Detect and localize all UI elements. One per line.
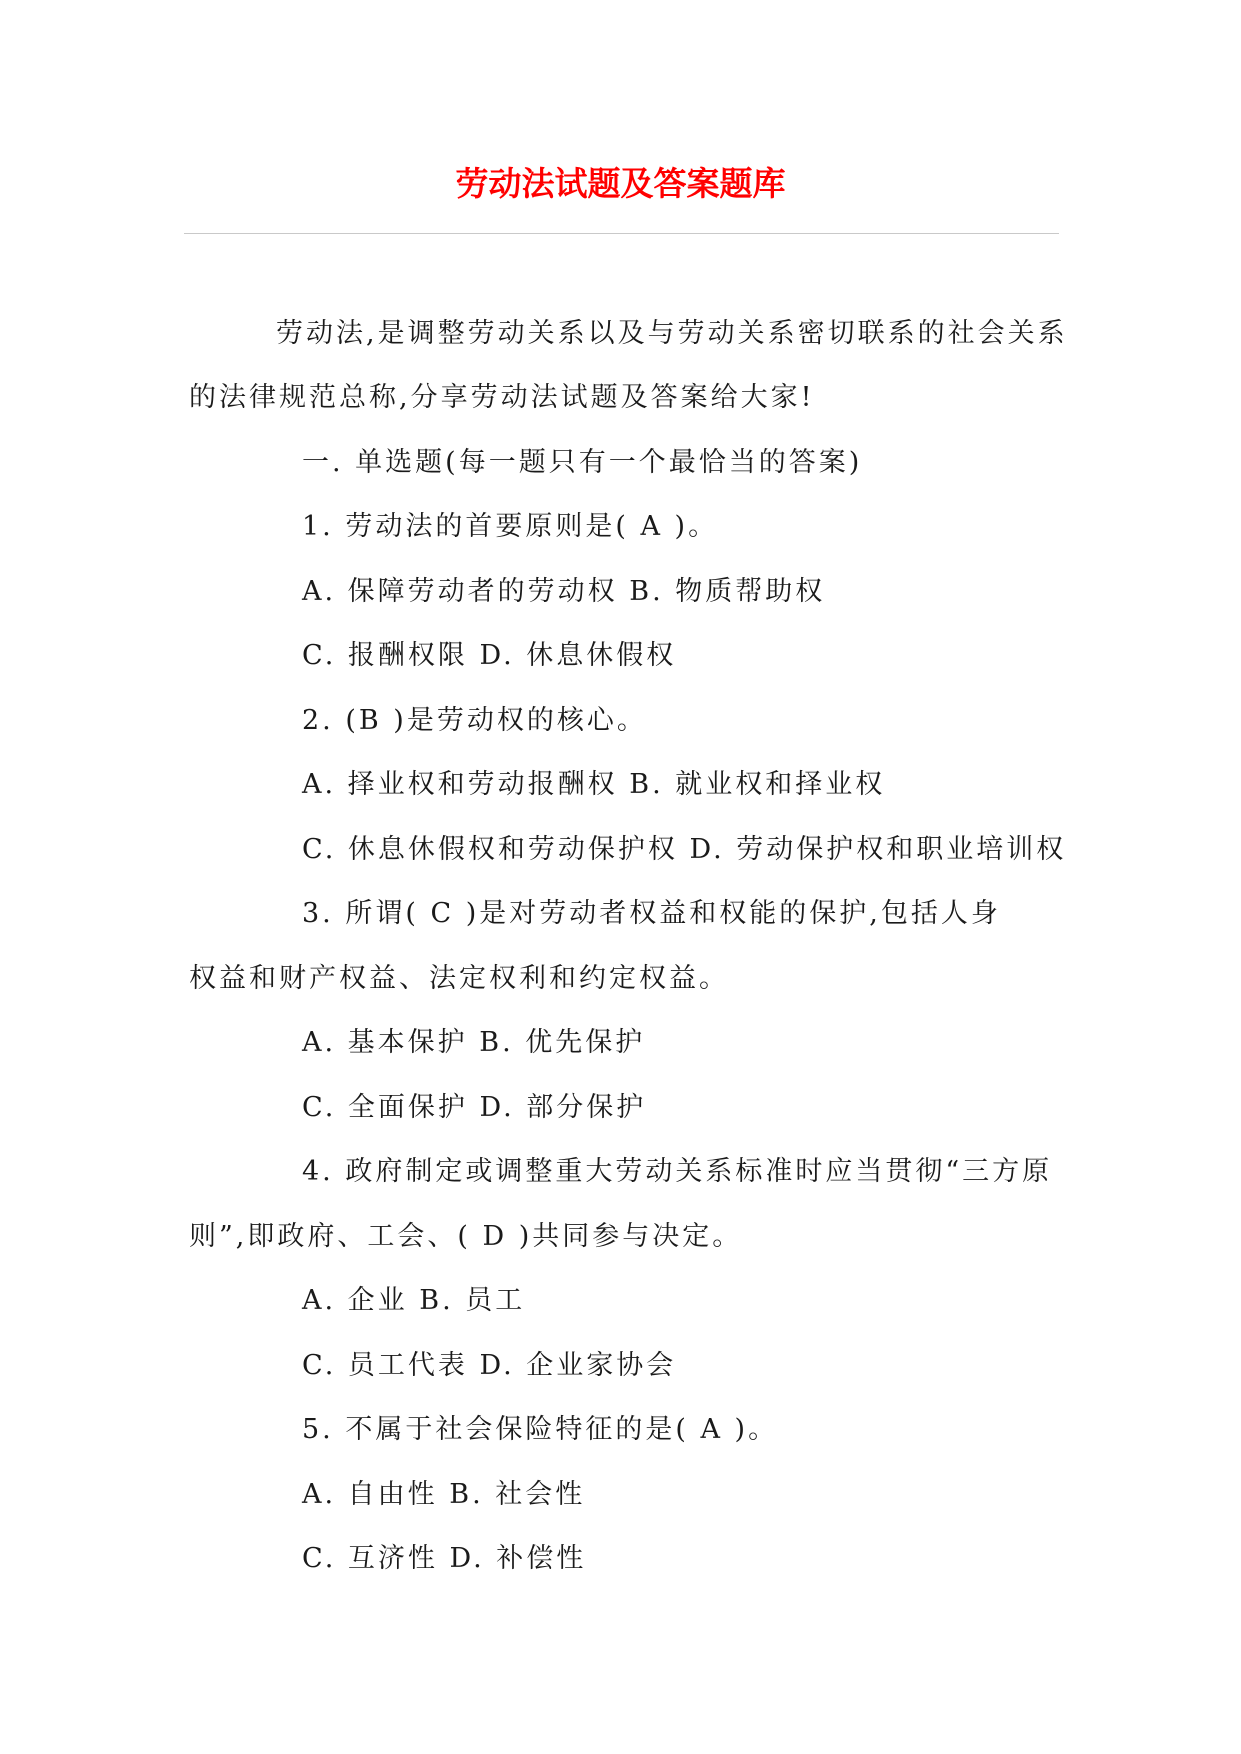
question-5-stem: 5. 不属于社会保险特征的是( A )。 [302, 1414, 779, 1445]
question-3-options-ab: A. 基本保护 B. 优先保护 [302, 1027, 646, 1058]
question-2-options-ab: A. 择业权和劳动报酬权 B. 就业权和择业权 [302, 769, 886, 800]
document-title: 劳动法试题及答案题库 [455, 164, 786, 203]
question-3-stem-line-2: 权益和财产权益、法定权利和约定权益。 [189, 963, 729, 994]
intro-paragraph-line-2: 的法律规范总称,分享劳动法试题及答案给大家! [189, 382, 815, 413]
question-1-options-cd: C. 报酬权限 D. 休息休假权 [302, 640, 677, 671]
question-3-options-cd: C. 全面保护 D. 部分保护 [302, 1092, 647, 1123]
title-divider [184, 233, 1059, 234]
question-4-stem-line-1: 4. 政府制定或调整重大劳动关系标准时应当贯彻“三方原 [302, 1156, 1053, 1187]
question-1-options-ab: A. 保障劳动者的劳动权 B. 物质帮助权 [302, 576, 826, 607]
question-5-options-ab: A. 自由性 B. 社会性 [302, 1479, 586, 1510]
question-5-options-cd: C. 互济性 D. 补偿性 [302, 1543, 587, 1574]
question-4-options-ab: A. 企业 B. 员工 [302, 1285, 526, 1316]
question-1-stem: 1. 劳动法的首要原则是( A )。 [302, 511, 719, 542]
question-4-stem-line-2: 则”,即政府、工会、( D )共同参与决定。 [189, 1221, 743, 1252]
question-4-options-cd: C. 员工代表 D. 企业家协会 [302, 1350, 677, 1381]
section-heading: 一. 单选题(每一题只有一个最恰当的答案) [302, 447, 863, 478]
question-2-stem: 2. (B )是劳动权的核心。 [302, 705, 647, 736]
intro-paragraph-line-1: 劳动法,是调整劳动关系以及与劳动关系密切联系的社会关系 [276, 318, 1068, 349]
question-2-options-cd: C. 休息休假权和劳动保护权 D. 劳动保护权和职业培训权 [302, 834, 1067, 865]
question-3-stem-line-1: 3. 所谓( C )是对劳动者权益和权能的保护,包括人身 [302, 898, 1001, 929]
